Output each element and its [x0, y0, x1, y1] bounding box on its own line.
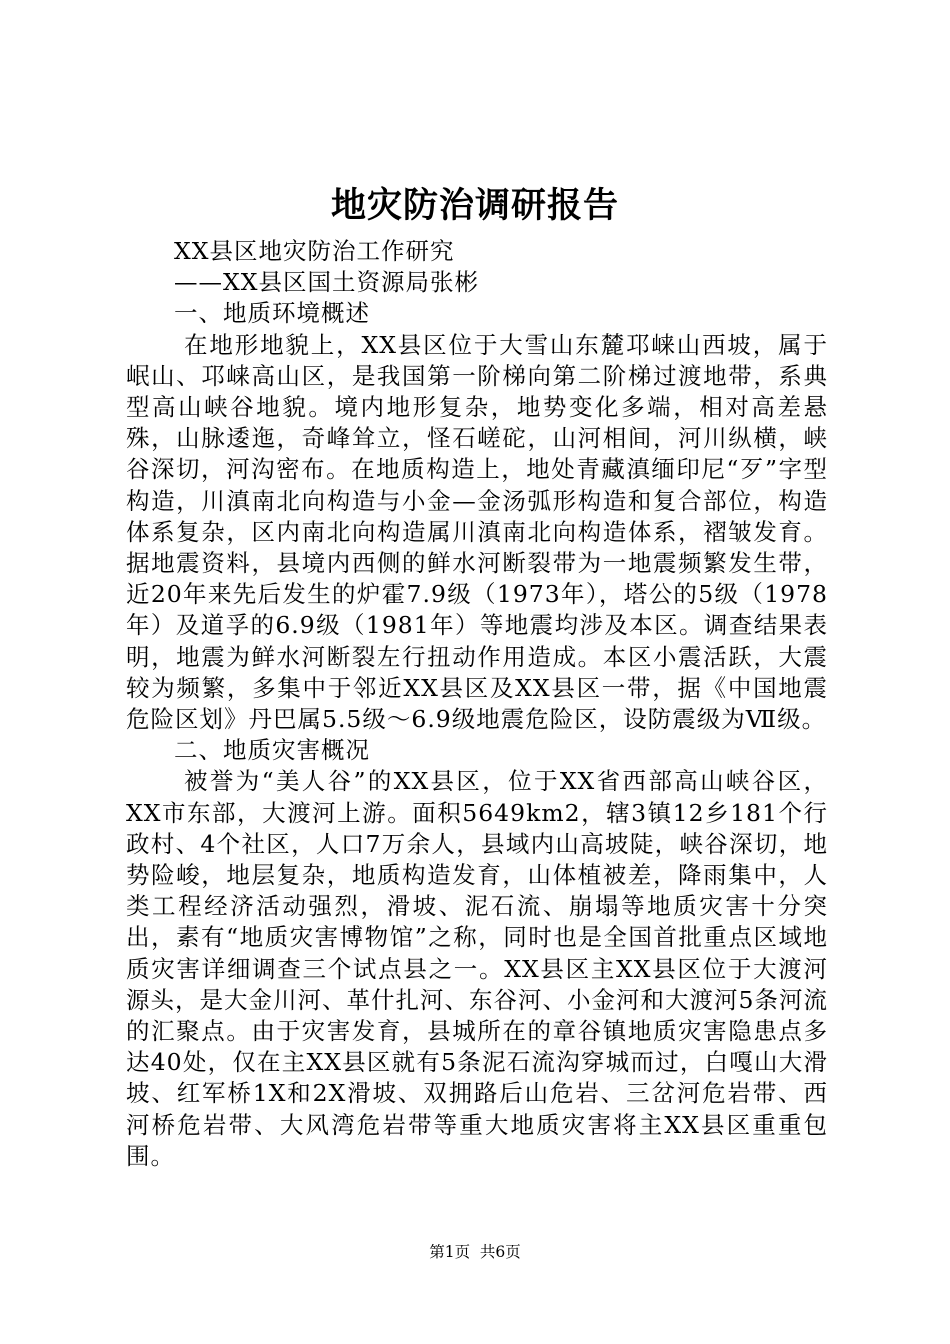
author-line: ——XX县区国土资源局张彬 [174, 268, 479, 297]
document-body [126, 236, 828, 1172]
paragraph-geological-environment: 在地形地貌上，XX县区位于大雪山东麓邛崃山西坡，属于岷山、邛崃高山区，是我国第一阶梯向第二阶梯过渡地带，系典型高山峡谷地貌。境内地形复杂，地势变化多端，相对高差悬殊，山脉逶迤，奇峰耸立，怪石嵯砣，山河相间，河川纵横，峡谷深切，河沟密布。在地质构造上，地处青藏滇缅印尼“歹”字型构造，川滇南北向构造与小金—金汤弧形构造和复合部位，构造体系复杂，区内南北向构造属川滇南北向构造体系，褶皱发育。据地震资料，县境内西侧的鲜水河断裂带为一地震频繁发生带，近20年来先后发生的炉霍7.9级（1973年），塔公的5级（1978年）及道孚的6.9级（1981年）等地震均涉及本区。调查结果表明，地震为鲜水河断裂左行扭动作用造成。本区小震活跃，大震较为频繁，多集中于邻近XX县区及XX县区一带，据《中国地震危险区划》丹巴属5.5级～6.9级地震危险区，设防震级为Ⅶ级。 [126, 330, 828, 734]
paragraph-geological-disasters: 被誉为“美人谷”的XX县区，位于XX省西部高山峡谷区，XX市东部，大渡河上游。面积5649km2，辖3镇12乡181个行政村、4个社区，人口7万余人，县域内山高坡陡，峡谷深切，地势险峻，地层复杂，地质构造发育，山体植被差，降雨集中，人类工程经济活动强烈，滑坡、泥石流、崩塌等地质灾害十分突出，素有“地质灾害博物馆”之称，同时也是全国首批重点区域地质灾害详细调查三个试点县之一。XX县区主XX县区位于大渡河源头，是大金川河、革什扎河、东谷河、小金河和大渡河5条河流的汇聚点。由于灾害发育，县城所在的章谷镇地质灾害隐患点多达40处，仅在主XX县区就有5条泥石流沟穿城而过，白嘎山大滑坡、红军桥1X和2X滑坡、双拥路后山危岩、三岔河危岩带、西河桥危岩带、大风湾危岩带等重大地质灾害将主XX县区重重包围。 [126, 767, 828, 1170]
document-title: 地灾防治调研报告 [330, 185, 619, 226]
section-heading-disaster-overview: 二、地质灾害概况 [174, 736, 370, 765]
subtitle-line: XX县区地灾防治工作研究 [174, 237, 455, 265]
page-footer: 第1页 共6页 [429, 1243, 521, 1261]
section-heading-geology-overview: 一、地质环境概述 [174, 299, 370, 328]
